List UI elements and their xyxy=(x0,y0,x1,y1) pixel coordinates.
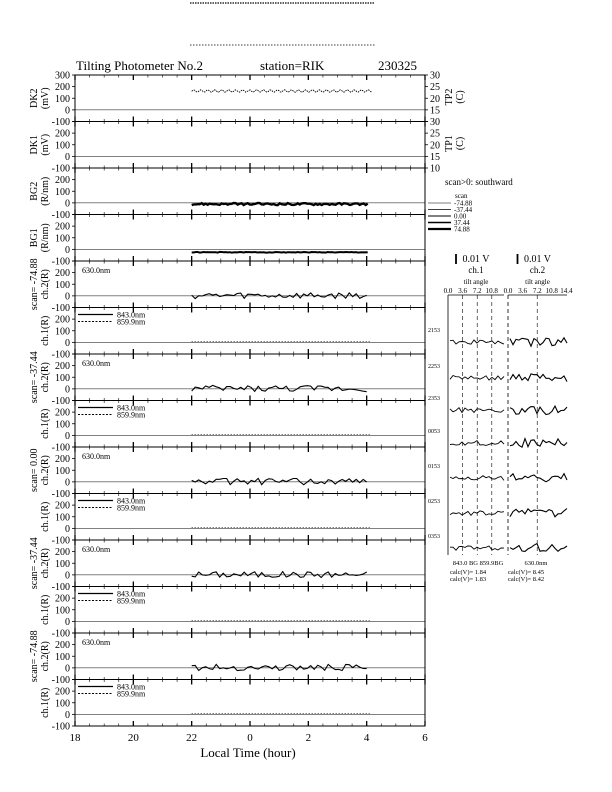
panel-bg1 xyxy=(29,215,425,268)
ch2-scale: 0.01 V xyxy=(523,254,552,265)
y-tick-label: -100 xyxy=(51,675,70,686)
y-axis-label-line2: ch.2(R) xyxy=(40,455,51,486)
panel-dk2 xyxy=(29,71,466,129)
panel-s1c2 xyxy=(29,258,425,314)
ch1-tilt-tick: 0.0 xyxy=(443,287,453,295)
panel-dk1 xyxy=(29,117,466,175)
panel-frame xyxy=(75,354,425,401)
legend-label-859: 859.9nm xyxy=(117,596,146,606)
right-tick-label: 15 xyxy=(430,151,440,163)
right-tick-label: 20 xyxy=(430,93,440,105)
wavelength-label: 630.0nm xyxy=(82,452,111,461)
y-tick-label: -100 xyxy=(51,582,70,593)
panel-frame xyxy=(75,261,425,308)
panel-s5c2 xyxy=(29,630,425,686)
station-label: station=RIK xyxy=(260,58,325,73)
scan-note: scan>0: southward xyxy=(445,177,513,187)
ch2-profile-trace xyxy=(510,406,567,414)
x-tick-label: 6 xyxy=(422,732,428,744)
panel-frame xyxy=(75,447,425,494)
ch2-tilt-tick: 3.6 xyxy=(518,287,527,295)
panel-s5c1 xyxy=(40,680,425,733)
y-tick-label: 200 xyxy=(55,640,70,652)
ch2-tilt-tick: 10.8 xyxy=(545,287,558,295)
y-tick-label: 100 xyxy=(55,465,70,477)
y-tick-label: 100 xyxy=(55,186,70,198)
y-tick-label: -100 xyxy=(51,256,70,268)
legend-label-843: 843.0nm xyxy=(117,589,146,599)
scan-legend-label: -74.88 xyxy=(454,199,473,208)
ch2-trace xyxy=(192,572,367,578)
panel-s3c1 xyxy=(40,494,425,547)
right-axis-label-line1: TP2 xyxy=(444,88,455,106)
y-tick-label: 200 xyxy=(55,593,70,605)
y-axis-label-line2: (mV) xyxy=(40,133,51,156)
y-tick-label: 100 xyxy=(55,233,70,245)
panel-s4c2 xyxy=(29,537,425,593)
y-axis-label-line2: (R/nm) xyxy=(40,176,51,206)
y-axis-label-line2: ch.1(R) xyxy=(40,315,51,346)
y-tick-label: -100 xyxy=(51,721,70,733)
time-label: 2153 xyxy=(428,328,440,334)
legend-label-859: 859.9nm xyxy=(117,410,146,420)
y-tick-label: 0 xyxy=(65,384,70,396)
y-tick-label: 100 xyxy=(55,372,70,384)
y-axis-label-line2: ch.2(R) xyxy=(40,641,51,672)
ch2-calc-1: calc(V)= 8.45 xyxy=(508,569,545,576)
y-tick-label: 100 xyxy=(55,605,70,617)
y-axis-label-line1: BG1 xyxy=(29,228,40,248)
ch2-profile-trace xyxy=(510,474,567,482)
x-tick-label: 4 xyxy=(363,732,370,744)
y-axis-label-line2: ch.2(R) xyxy=(40,548,51,579)
temperature-trace xyxy=(192,90,372,92)
y-tick-label: 0 xyxy=(65,430,70,442)
y-tick-label: 100 xyxy=(55,140,70,152)
y-axis-label-line1: DK2 xyxy=(29,88,40,108)
x-tick-label: 2 xyxy=(305,732,312,744)
wavelength-label: 630.0nm xyxy=(82,638,111,647)
y-tick-label: 200 xyxy=(55,547,70,559)
y-axis-label-line2: ch.1(R) xyxy=(40,594,51,625)
x-tick-labels xyxy=(70,732,429,744)
ch2-profile-trace xyxy=(510,439,567,448)
y-tick-label: -100 xyxy=(51,489,70,500)
legend-label-843: 843.0nm xyxy=(117,682,146,692)
panel-s3c2 xyxy=(29,447,425,500)
right-tick-label: 15 xyxy=(430,105,440,117)
panel-s4c1 xyxy=(40,587,425,640)
right-tick-label: 25 xyxy=(430,128,440,140)
y-tick-label: 0 xyxy=(65,291,70,303)
y-tick-label: 0 xyxy=(65,570,70,582)
y-axis-label-line2: (R/nm) xyxy=(40,223,51,253)
y-tick-label: -100 xyxy=(51,117,70,128)
y-tick-label: 100 xyxy=(55,279,70,291)
scan-legend-label: 37.44 xyxy=(454,219,470,227)
panel-frame xyxy=(75,540,425,587)
time-label: 0353 xyxy=(428,534,440,540)
y-tick-label: 200 xyxy=(55,221,70,233)
y-tick-label: 200 xyxy=(55,500,70,512)
panel-bg2 xyxy=(29,168,425,221)
wavelength-label: 630.0nm xyxy=(82,359,111,368)
y-tick-label: 200 xyxy=(55,454,70,466)
y-axis-label-line2: ch.1(R) xyxy=(40,501,51,532)
ch2-tilt-tick: 7.2 xyxy=(532,287,542,295)
time-label: 2353 xyxy=(428,396,440,402)
ch2-trace xyxy=(192,664,367,670)
panels-group xyxy=(29,71,466,733)
legend-label-843: 843.0nm xyxy=(117,496,146,506)
scan-legend-title: scan xyxy=(455,192,468,200)
ch2-tilt-label: tilt angle xyxy=(525,278,550,286)
y-tick-label: 200 xyxy=(55,82,70,94)
ch2-calc-2: calc(V)= 8.42 xyxy=(508,576,545,583)
legend-label-843: 843.0nm xyxy=(117,403,146,413)
y-tick-label: 100 xyxy=(55,558,70,570)
legend-label-859: 859.9nm xyxy=(117,317,146,327)
x-tick-label: 18 xyxy=(69,732,81,744)
panel-s2c2 xyxy=(29,351,425,407)
ch1-name: ch.1 xyxy=(468,265,484,275)
ch2-name: ch.2 xyxy=(529,265,546,275)
ch1-calc-2: calc(V)= 1.83 xyxy=(450,576,487,583)
y-tick-label: 0 xyxy=(65,523,70,535)
y-tick-label: 200 xyxy=(55,314,70,326)
legend-label-843: 843.0nm xyxy=(117,310,146,320)
y-tick-label: -100 xyxy=(51,396,70,407)
x-axis-label: Local Time (hour) xyxy=(200,745,296,760)
y-axis-label-line2: (mV) xyxy=(40,87,51,110)
ch2-profile-trace xyxy=(510,544,567,552)
panel-s1c1 xyxy=(40,308,425,361)
y-tick-label: 100 xyxy=(55,512,70,524)
ch2-trace xyxy=(192,385,367,391)
y-tick-label: 0 xyxy=(65,477,70,489)
time-label: 0053 xyxy=(428,429,440,435)
ch1-tilt-tick: 7.2 xyxy=(472,287,482,295)
y-tick-label: 200 xyxy=(55,407,70,419)
right-tick-label: 30 xyxy=(430,70,440,82)
wavelength-label: 630.0nm xyxy=(82,545,111,554)
ch1-scale: 0.01 V xyxy=(462,254,490,265)
y-axis-label-line2: ch.2(R) xyxy=(40,362,51,393)
panel-frame xyxy=(75,215,425,262)
ch2-bottom-label: 630.0nm xyxy=(524,560,548,567)
y-tick-label: -100 xyxy=(51,210,70,221)
y-tick-label: -100 xyxy=(51,163,70,175)
ch1-tilt-label: tilt angle xyxy=(463,278,489,286)
time-label: 0253 xyxy=(428,499,440,505)
right-axis-label-line1: TP1 xyxy=(444,135,455,152)
y-tick-label: 200 xyxy=(55,361,70,373)
y-tick-label: 0 xyxy=(65,709,70,721)
right-axis-label-line2: (C) xyxy=(455,90,466,104)
legend-label-859: 859.9nm xyxy=(117,689,146,699)
y-tick-label: 300 xyxy=(55,70,70,82)
right-tick-label: 25 xyxy=(430,82,440,94)
ch2-profile-trace xyxy=(510,374,567,382)
background-trace xyxy=(192,203,368,205)
background-trace xyxy=(192,252,368,253)
scan-legend-label: -37.44 xyxy=(454,206,473,214)
scan-legend-label: 0.00 xyxy=(454,212,467,221)
y-tick-label: 0 xyxy=(65,105,70,117)
ch2-trace xyxy=(192,478,367,484)
y-tick-label: -100 xyxy=(51,442,70,454)
time-label: 2253 xyxy=(428,364,440,370)
y-tick-label: 0 xyxy=(65,198,70,210)
y-axis-label-line1: scan= -37.44 xyxy=(29,537,40,590)
y-tick-label: 0 xyxy=(65,151,70,163)
y-tick-label: -100 xyxy=(51,303,70,314)
y-tick-label: -100 xyxy=(51,349,70,361)
x-tick-label: 22 xyxy=(186,732,198,744)
y-tick-label: 200 xyxy=(55,128,70,140)
y-tick-label: 100 xyxy=(55,326,70,338)
y-axis-label-line2: ch.1(R) xyxy=(40,408,51,439)
y-tick-label: 100 xyxy=(55,698,70,710)
y-axis-label-line1: scan= -37.44 xyxy=(29,351,40,404)
y-tick-label: 0 xyxy=(65,616,70,628)
ch1-calc-1: calc(V)= 1.84 xyxy=(450,569,487,576)
date-label: 230325 xyxy=(378,58,417,73)
right-axis-label-line2: (C) xyxy=(455,136,466,151)
side-panel xyxy=(428,177,573,583)
ch1-bottom-label: 843.0 BG 859.9BG xyxy=(452,560,504,567)
y-axis-label-line1: scan= -74.88 xyxy=(29,258,40,311)
y-tick-label: 100 xyxy=(55,419,70,431)
panel-s2c1 xyxy=(40,401,425,454)
x-tick-label: 20 xyxy=(127,732,139,744)
y-tick-label: 0 xyxy=(65,244,70,256)
y-tick-label: 100 xyxy=(55,651,70,663)
ch2-profile-trace xyxy=(510,338,567,346)
right-tick-label: 20 xyxy=(430,140,440,152)
x-tick-label: 0 xyxy=(247,732,253,744)
panel-frame xyxy=(75,633,425,680)
y-axis-label-line1: scan= -74.88 xyxy=(29,630,40,683)
ch1-tilt-tick: 3.6 xyxy=(458,287,467,295)
wavelength-label: 630.0nm xyxy=(82,266,111,275)
legend-label-859: 859.9nm xyxy=(117,503,146,513)
ch2-tilt-tick: 14.4 xyxy=(560,287,573,295)
time-label: 0153 xyxy=(428,464,440,470)
ch2-tilt-tick: 0.0 xyxy=(503,287,513,295)
scan-legend-label: 74.88 xyxy=(454,225,470,234)
ch1-tilt-tick: 10.8 xyxy=(485,287,498,295)
panel-frame xyxy=(75,122,425,169)
ch2-profile-trace xyxy=(510,509,567,517)
y-tick-label: 200 xyxy=(55,175,70,187)
y-axis-label-line1: DK1 xyxy=(29,135,40,155)
y-tick-label: -100 xyxy=(51,535,70,547)
y-tick-label: -100 xyxy=(51,628,70,640)
y-axis-label-line1: scan= 0.00 xyxy=(29,448,40,492)
chart-title: Tilting Photometer No.2 xyxy=(76,58,204,73)
panel-frame xyxy=(75,168,425,215)
panel-frame xyxy=(75,75,425,122)
right-tick-label: 10 xyxy=(430,163,440,175)
right-tick-label: 30 xyxy=(430,117,440,128)
y-tick-label: 0 xyxy=(65,337,70,349)
y-tick-label: 200 xyxy=(55,268,70,280)
y-tick-label: 200 xyxy=(55,686,70,698)
y-tick-label: 100 xyxy=(55,93,70,105)
y-axis-label-line2: ch.2(R) xyxy=(40,269,51,300)
y-tick-label: 0 xyxy=(65,663,70,675)
y-axis-label-line1: BG2 xyxy=(29,181,40,201)
y-axis-label-line2: ch.1(R) xyxy=(40,687,51,718)
